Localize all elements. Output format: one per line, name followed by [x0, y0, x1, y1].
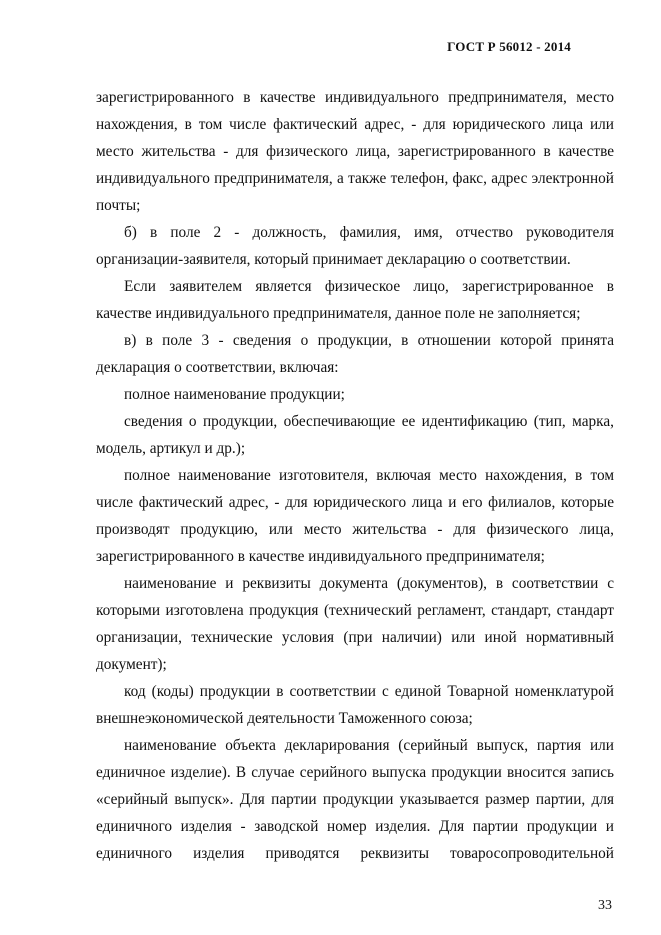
- paragraph: код (коды) продукции в соответствии с единой Товарной номенклатурой внешнеэкономической деятельности Таможенного союза;: [96, 683, 614, 727]
- paragraph: полное наименование продукции;: [124, 386, 345, 403]
- paragraph: полное наименование изготовителя, включая место нахождения, в том числе фактический адрес, - для юридического лица и его филиалов, которые производят продукцию, или место жительства - для физического лица, зарегистрированного в качестве индивидуального предпринимателя;: [96, 467, 614, 565]
- paragraph: зарегистрированного в качестве индивидуального предпринимателя, место нахождения, в том числе фактический адрес, - для юридического лица или место жительства - для физического лица, зарегистрированного в качестве индивидуального предпринимателя, а также телефон, факс, адрес электронной почты;: [96, 89, 614, 214]
- document-body: [96, 84, 614, 867]
- paragraph: наименование объекта декларирования (серийный выпуск, партия или единичное изделие). В случае серийного выпуска продукции вносится запись «серийный выпуск». Для партии продукции указывается размер партии, для единичного изделия - заводской номер изделия. Для партии продукции и единичного изделия приводятся реквизиты товаросопроводительной: [96, 737, 614, 862]
- paragraph: Если заявителем является физическое лицо, зарегистрированное в качестве индивидуального предпринимателя, данное поле не заполняется;: [96, 278, 614, 322]
- paragraph: в) в поле 3 - сведения о продукции, в отношении которой принята декларация о соответствии, включая:: [96, 332, 614, 376]
- document-header: ГОСТ Р 56012 - 2014: [447, 39, 571, 54]
- paragraph: наименование и реквизиты документа (документов), в соответствии с которыми изготовлена продукция (технический регламент, стандарт, стандарт организации, технические условия (при наличии) или иной нормативный документ);: [96, 575, 614, 673]
- paragraph: б) в поле 2 - должность, фамилия, имя, отчество руководителя организации-заявителя, который принимает декларацию о соответствии.: [96, 224, 614, 268]
- paragraph: сведения о продукции, обеспечивающие ее идентификацию (тип, марка, модель, артикул и др.);: [96, 413, 614, 457]
- page-number: 33: [598, 898, 612, 913]
